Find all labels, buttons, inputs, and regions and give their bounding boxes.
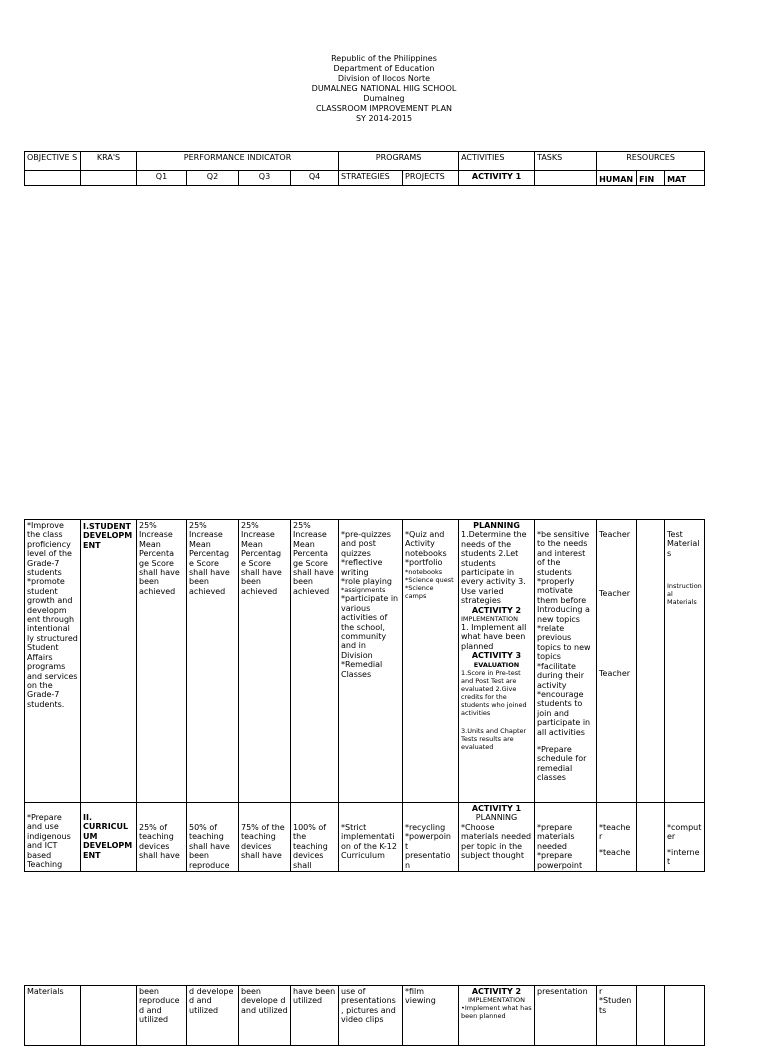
- row1-tasks: [535, 520, 597, 803]
- row1-activities: [459, 520, 535, 803]
- activity-2-subtitle: IMPLEMENTATION: [461, 615, 519, 624]
- row2-strategies: *Strict implementati on of the K-12 Curriculum: [339, 803, 403, 872]
- row3-fin: [637, 986, 665, 1046]
- header-line-division: Division of Ilocos Norte: [337, 74, 431, 83]
- row3-mat: [665, 986, 705, 1046]
- row3-q2: d develope d and utilized: [187, 986, 239, 1046]
- row2-q3: 75% of the teaching devices shall have: [239, 803, 291, 872]
- activity-1-title: ACTIVITY 1: [471, 804, 522, 813]
- col-header-mat: MAT: [665, 171, 705, 186]
- col-header-strategies: STRATEGIES: [339, 171, 403, 186]
- header-line-school: DUMALNEG NATIONAL HIIG SCHOOL: [311, 84, 457, 93]
- empty-cell: [535, 171, 597, 186]
- header-line-republic: Republic of the Philippines: [331, 54, 437, 63]
- row2-tasks: *prepare materials needed *prepare powerpoint: [535, 803, 597, 872]
- header-line-school-year: SY 2014-2015: [355, 114, 413, 123]
- row3-objective: Materials: [25, 986, 81, 1046]
- material-resource: *comput er: [667, 823, 702, 842]
- human-resource: Teacher: [599, 589, 631, 599]
- material-resource: *internet: [667, 847, 700, 867]
- row2-mat: [665, 803, 705, 872]
- project-item: *Quiz and Activity notebooks: [405, 530, 447, 558]
- human-resource: Teacher: [599, 530, 631, 539]
- row3-human: r *Studen ts: [597, 986, 637, 1046]
- row1-mat: [665, 520, 705, 803]
- strategy-item: *participate in various activities of the school, community and in Division: [341, 594, 399, 660]
- row2-human: [597, 803, 637, 872]
- row3-strategies: use of presentations , pictures and video clips: [339, 986, 403, 1046]
- col-header-activity-1: ACTIVITY 1: [459, 171, 535, 186]
- row1-q2: 25% Increase Mean Percentag e Score shall have been achieved: [187, 520, 239, 803]
- activity-2-title: ACTIVITY 2: [471, 605, 522, 615]
- header-line-plan-title: CLASSROOM IMPROVEMENT PLAN: [315, 104, 453, 113]
- empty-cell: [81, 171, 137, 186]
- activity-planning-title: PLANNING: [473, 521, 520, 530]
- activity-1-subtitle: PLANNING: [475, 813, 518, 823]
- row1-projects: [403, 520, 459, 803]
- row1-strategies: [339, 520, 403, 803]
- activity-3-text-units: 3.Units and Chapter Tests results are evaluated: [461, 726, 527, 751]
- col-header-kras: KRA'S: [81, 152, 137, 171]
- row2-q2: 50% of teaching shall have been reproduce: [187, 803, 239, 872]
- activity-2-title: ACTIVITY 2: [471, 987, 522, 996]
- col-header-tasks: TASKS: [535, 152, 597, 171]
- plan-continuation-table: [24, 985, 705, 1046]
- strategy-item: *reflective writing: [341, 558, 383, 577]
- row3-projects: *film viewing: [403, 986, 459, 1046]
- row2-activities: [459, 803, 535, 872]
- row2-objective: *Prepare and use indigenous and ICT based Teaching: [25, 803, 81, 872]
- row1-fin: [637, 520, 665, 803]
- col-header-human: HUMAN: [597, 171, 637, 186]
- row3-q4: have been utilized: [291, 986, 339, 1046]
- col-header-performance-indicator: PERFORMANCE INDICATOR: [137, 152, 339, 171]
- row1-kra: I.STUDENT DEVELOPMENT: [81, 520, 137, 803]
- activity-2-text: 1. Implement all what have been planned: [461, 623, 527, 651]
- col-header-q4: Q4: [291, 171, 339, 186]
- project-item: *Science quest: [405, 575, 454, 584]
- col-header-objectives: OBJECTIVE S: [25, 152, 81, 171]
- row1-human: [597, 520, 637, 803]
- activity-2-text: •Implement what has been planned: [461, 1004, 532, 1021]
- strategy-item: *Remedial Classes: [341, 660, 383, 679]
- col-header-activities: ACTIVITIES: [459, 152, 535, 171]
- col-header-q2: Q2: [187, 171, 239, 186]
- tasks-text: *be sensitive to the needs and interest of the students *properly motivate them before Introducing a new topics *relate previous topics to new topics *facilitate during their activity *encourage students to join and participate in all activities: [537, 530, 591, 737]
- plan-body-table: [24, 519, 705, 872]
- row1-q1: 25% Increase Mean Percenta ge Score shall have been achieved: [137, 520, 187, 803]
- col-header-programs: PROGRAMS: [339, 152, 459, 171]
- row3-activities: [459, 986, 535, 1046]
- plan-header-table: [24, 151, 705, 186]
- strategy-item: *assignments: [341, 586, 386, 595]
- human-resource: Teacher: [599, 668, 631, 678]
- empty-cell: [25, 171, 81, 186]
- tasks-text-remedial: *Prepare schedule for remedial classes: [537, 744, 587, 783]
- header-line-town: Dumalneg: [363, 94, 405, 103]
- activity-3-subtitle: EVALUATION: [473, 660, 520, 669]
- row3-kra: [81, 986, 137, 1046]
- project-item: *portfolio: [405, 558, 443, 568]
- row2-q4: 100% of the teaching devices shall: [291, 803, 339, 872]
- human-resource: *teache: [599, 847, 631, 857]
- row2-projects: *recycling *powerpoin t presentatio n: [403, 803, 459, 872]
- project-item: *Science camps: [405, 583, 434, 600]
- row2-q1: 25% of teaching devices shall have: [137, 803, 187, 872]
- col-header-resources: RESOURCES: [597, 152, 705, 171]
- material-resource: Test Materials: [667, 530, 700, 558]
- project-item: *notebooks: [405, 567, 443, 576]
- col-header-fin: FIN: [637, 171, 665, 186]
- row3-q1: been reproduce d and utilized: [137, 986, 187, 1046]
- row1-q4: 25% Increase Mean Percenta ge Score shall have been achieved: [291, 520, 339, 803]
- row3-q3: been develope d and utilized: [239, 986, 291, 1046]
- col-header-projects: PROJECTS: [403, 171, 459, 186]
- human-resource: *teache r: [599, 823, 631, 842]
- activity-3-title: ACTIVITY 3: [471, 651, 522, 661]
- strategy-item: *role playing: [341, 577, 393, 587]
- activity-1-text: *Choose materials needed per topic in the subject thought: [461, 822, 532, 861]
- activity-2-subtitle: IMPLEMENTATION: [467, 996, 526, 1005]
- activity-3-text: 1.Score in Pre-test and Post Test are evaluated 2.Give credits for the students who joined activities: [461, 668, 527, 717]
- row1-objective: *Improve the class proficiency level of the Grade-7 students *promote student growth and developm ent through intentional ly structured Student Affairs programs and services on the Grade-7 students.: [25, 520, 81, 803]
- document-header: [0, 54, 768, 124]
- row2-fin: [637, 803, 665, 872]
- row2-kra: II. CURRICULUM DEVELOPMENT: [81, 803, 137, 872]
- activity-planning-text: 1.Determine the needs of the students 2.Let students participate in every activity 3. Use varied strategies: [461, 530, 527, 606]
- row1-q3: 25% Increase Mean Percentag e Score shall have been achieved: [239, 520, 291, 803]
- strategy-item: *pre-quizzes and post quizzes: [341, 530, 391, 558]
- row3-tasks: presentation: [535, 986, 597, 1046]
- col-header-q1: Q1: [137, 171, 187, 186]
- col-header-q3: Q3: [239, 171, 291, 186]
- material-resource: Instruction al Materials: [667, 582, 702, 607]
- header-line-department: Department of Education: [333, 64, 435, 73]
